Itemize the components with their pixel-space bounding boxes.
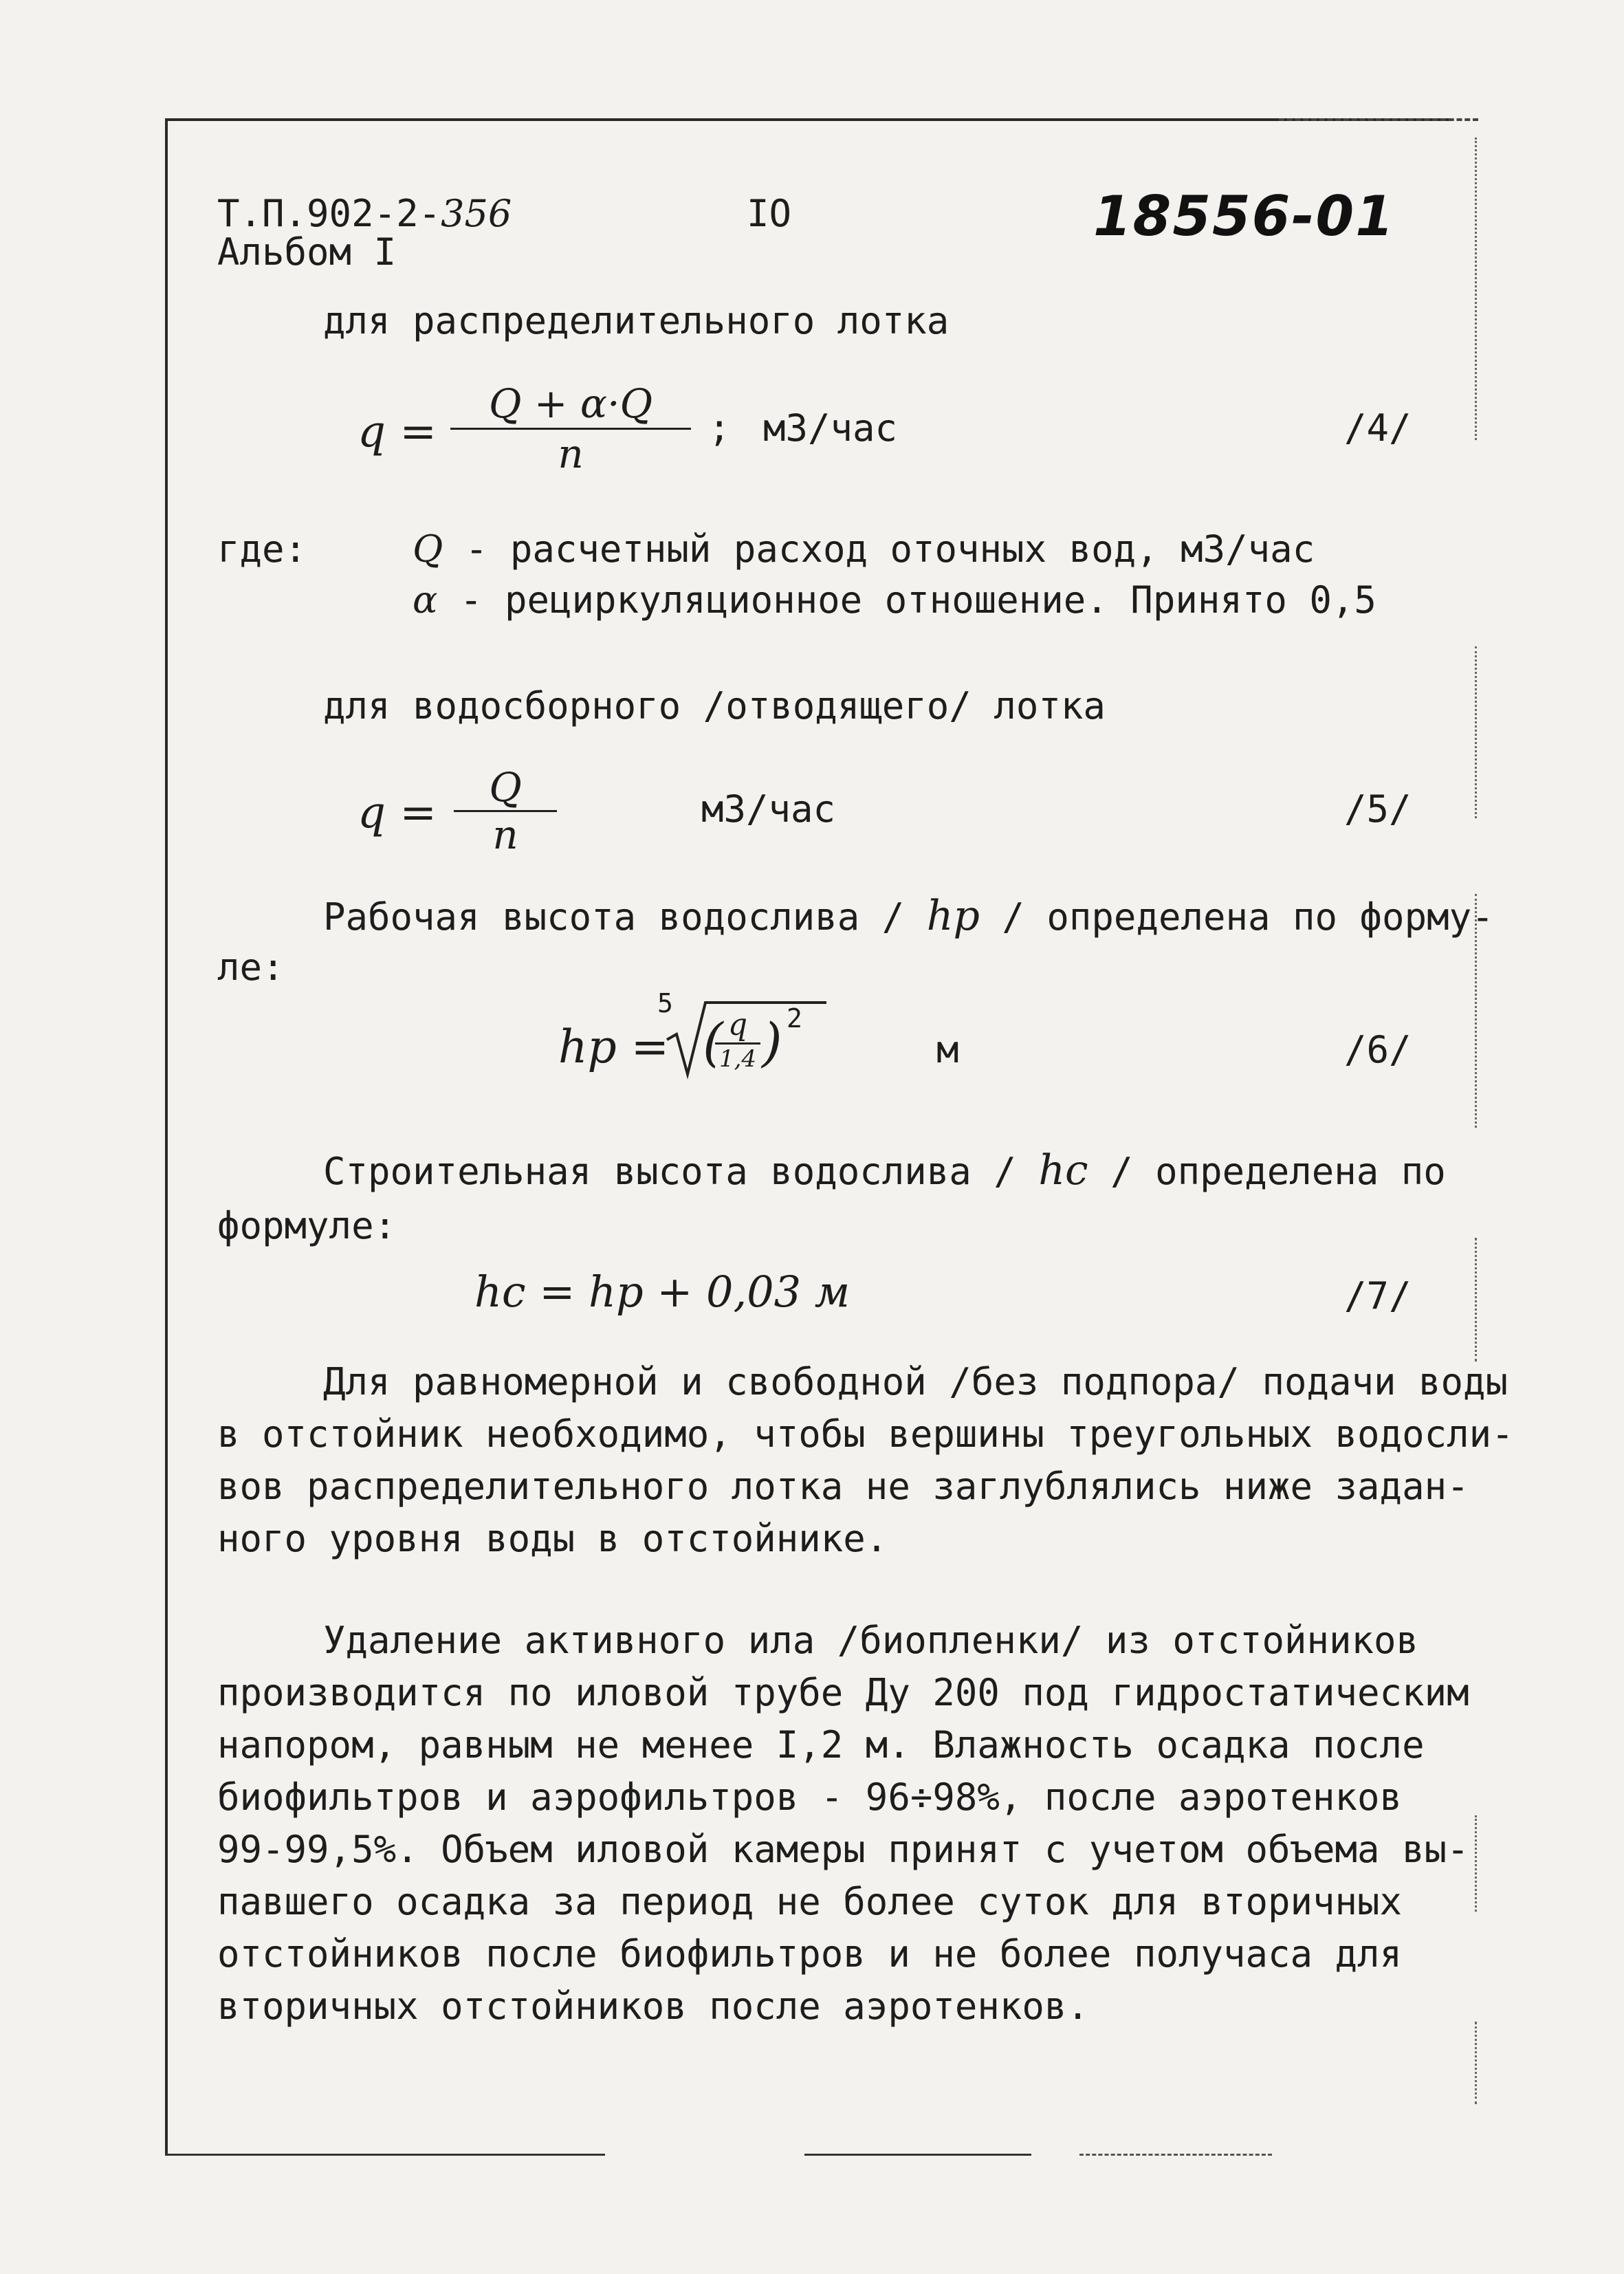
hp-symbol: hp [926,892,980,940]
formula-4-separator: ; [708,406,731,450]
formula-7: hc = hp + 0,03 м [474,1267,851,1317]
work-height-line1: Рабочая высота водослива / hp / определена по форму- [323,892,1494,940]
root-index: 5 [657,988,673,1018]
paragraph-line: напором, равным не менее I,2 м. Влажность осадка после [217,1723,1425,1767]
radicand-denominator: 1,4 [718,1045,757,1073]
section-intro-collect: для водосборного /отводящего/ лотка [323,684,1106,728]
radicand-close-paren: ) [762,1012,782,1073]
paragraph-line: отстойников после биофильтров и не более получаса для [217,1932,1403,1976]
formula-6-unit: м [936,1028,959,1071]
where-item [413,527,1315,571]
equation-number-4: /4/ [1344,406,1412,450]
where-item [413,578,1376,622]
formula-5-fraction [454,765,557,857]
radicand-numerator: q [727,1007,748,1042]
page-frame-bottom [165,2154,605,2156]
page-edge-mark [1475,646,1477,818]
page-frame-bottom [804,2154,1031,2156]
where-symbol: Q [413,527,443,571]
where-text: - рециркуляционное отношение. Принято 0,5 [459,578,1376,622]
radicand-open-paren: ( [703,1012,723,1073]
paragraph-line: производится по иловой трубе Ду 200 под гидростатическим [217,1671,1469,1714]
page-frame-left [165,118,168,2154]
formula-5-numerator: Q [489,764,522,811]
equation-number-7: /7/ [1344,1274,1412,1318]
formula-5-denominator: n [492,811,518,858]
paragraph-line: павшего осадка за период не более суток для вторичных [217,1880,1403,1923]
build-height-line2: формуле: [217,1204,397,1247]
formula-5-unit: м3/час [701,787,836,831]
page-frame-top-dashed [1279,118,1478,121]
hc-symbol: hc [1038,1146,1088,1194]
paragraph-line: в отстойник необходимо, чтобы вершины треугольных водосли- [217,1412,1514,1456]
paragraph-line: 99-99,5%. Объем иловой камеры принят с учетом объема вы- [217,1828,1469,1871]
formula-6-lhs: hp = [558,1020,670,1073]
page-edge-mark [1475,2022,1477,2104]
where-text: - расчетный расход оточных вод, м3/час [465,527,1315,571]
page-frame-top [165,118,1451,121]
formula-4-fraction [450,380,691,478]
album-label: Альбом I [217,230,397,274]
document-stamp: 18556-01 [1093,184,1395,248]
page-number: IO [747,192,792,235]
page-edge-mark [1475,138,1477,440]
paragraph [217,1356,1514,1565]
work-height-line2: ле: [217,945,285,989]
section-intro-distrib: для распределительного лотка [323,299,950,342]
formula-4-lhs: q = [358,406,437,457]
paragraph-line: ного уровня воды в отстойнике. [217,1517,888,1560]
paragraph-line: вторичных отстойников после аэротенков. [217,1985,1089,2028]
where-symbol: α [413,578,438,622]
equation-number-5: /5/ [1344,787,1412,831]
formula-4-numerator: Q + α·Q [488,380,653,427]
formula-4-denominator: n [558,430,584,477]
power: 2 [787,1003,802,1034]
page-edge-mark [1475,1238,1477,1362]
paragraph-line: Для равномерной и свободной /без подпора/ подачи воды [323,1360,1508,1403]
paragraph [217,1615,1469,2033]
equation-number-6: /6/ [1344,1028,1412,1071]
radicand-fraction [715,1008,760,1073]
page-frame-bottom [1079,2154,1272,2156]
build-height-line1: Строительная высота водослива / hc / определена по [323,1146,1446,1194]
paragraph-line: Удаление активного ила /биопленки/ из отстойников [323,1619,1419,1662]
paragraph-line: биофильтров и аэрофильтров - 96÷98%, после аэротенков [217,1775,1403,1819]
formula-4-unit: м3/час [763,406,898,450]
formula-5-lhs: q = [358,787,437,838]
paragraph-line: вов распределительного лотка не заглублялись ниже задан- [217,1465,1469,1508]
where-label: где: [217,527,307,571]
page-edge-mark [1475,1815,1477,1912]
project-code: Т.П.902-2-356 [217,192,512,235]
